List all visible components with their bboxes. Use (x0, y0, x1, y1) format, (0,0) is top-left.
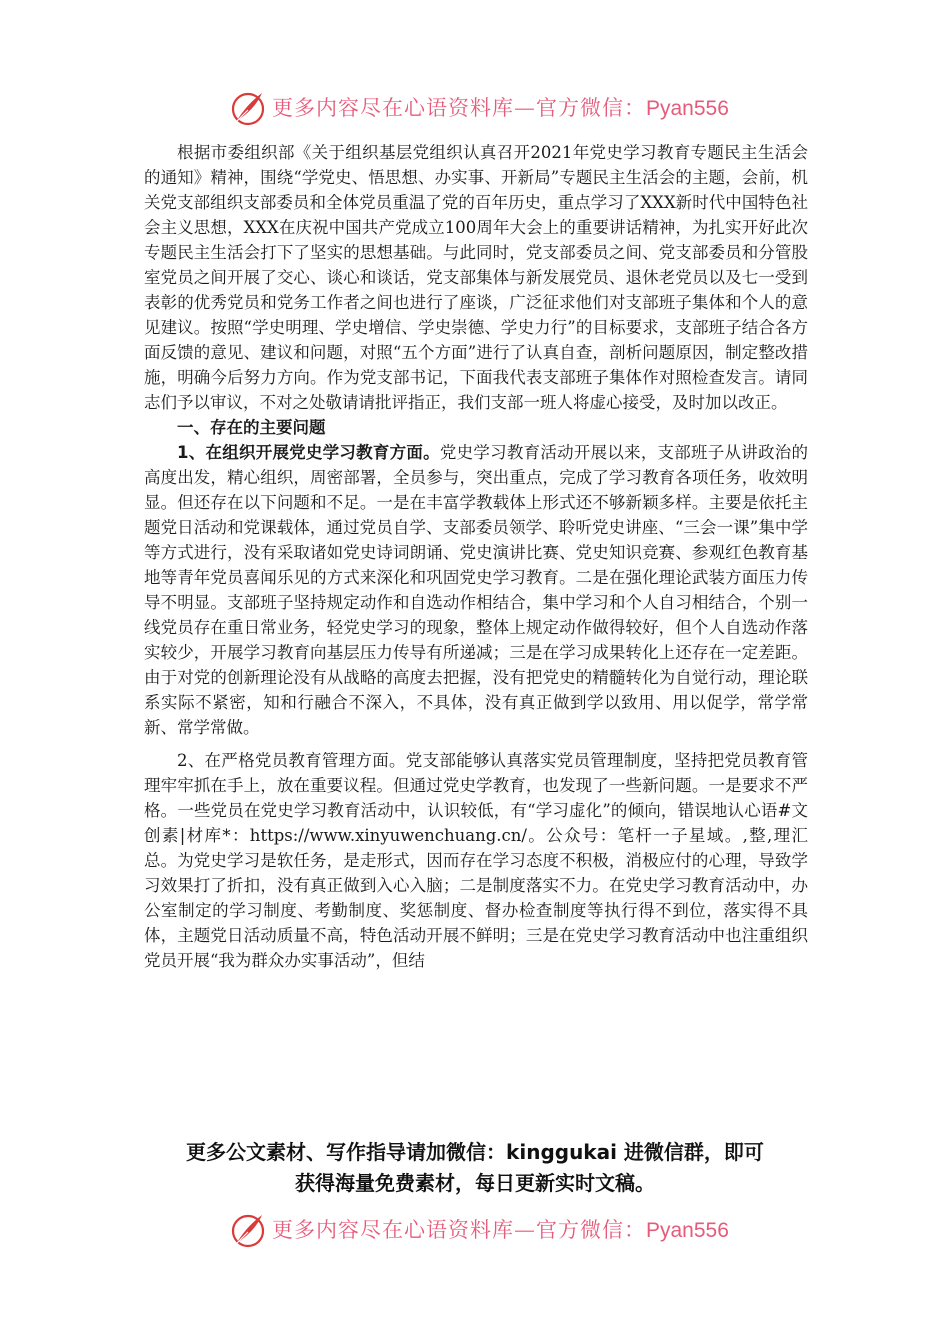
banner-middle: 官方微信： (536, 96, 646, 120)
banner-account: Pyan556 (646, 1219, 729, 1242)
banner-text (272, 1216, 729, 1245)
section-paragraph-2: 2、在严格党员教育管理方面。党支部能够认真落实党员管理制度，坚持把党员教育管理牢牢抓在手上，放在重要议程。但通过党史学教育，也发现了一些新问题。一是要求不严格。一些党员在党史学习教育活动中，认识较低，有“学习虚化”的倾向，错误地认心语#文创素|材库*：https://www.xinyuwenchuang.cn/。公众号：笔杆一子星域。,整,理汇总。为党史学习是软任务，是走形式，因而存在学习态度不积极，消极应付的心理，导致学习效果打了折扣，没有真正做到入心入脑；二是制度落实不力。在党史学习教育活动中，办公室制定的学习制度、考勤制度、奖惩制度、督办检查制度等执行得不到位，落实得不具体，主题党日活动质量不高，特色活动开展不鲜明；三是在党史学习教育活动中也注重组织党员开展“我为群众办实事活动”，但结 (144, 751, 808, 970)
promo-line-2: 获得海量免费素材，每日更新实时文稿。 (295, 1171, 655, 1195)
paragraph-text: 党史学习教育活动开展以来，支部班子从讲政治的高度出发，精心组织，周密部署，全员参与，突出重点，完成了学习教育各项任务，收效明显。但还存在以下问题和不足。一是在丰富学教载体上形式还不够新颖多样。主要是依托主题党日活动和党课载体，通过党员自学、支部委员领学、聆听党史讲座、“三会一课”集中学等方式进行，没有采取诸如党史诗词朗诵、党史演讲比赛、党史知识竞赛、参观红色教育基地等青年党员喜闻乐见的方式来深化和巩固党史学习教育。二是在强化理论武装方面压力传导不明显。支部班子坚持规定动作和自选动作相结合，集中学习和个人自习相结合，个别一线党员存在重日常业务，轻党史学习的现象，整体上规定动作做得较好，但个人自选动作落实较少，开展学习教育向基层压力传导有所递减；三是在学习成果转化上还存在一定差距。由于对党的创新理论没有从战略的高度去把握，没有把党史的精髓转化为自觉行动，理论联系实际不紧密，知和行融合不深入，不具体，没有真正做到学以致用、用以促学，常学常新、常学常做。 (144, 443, 809, 737)
banner-dash: — (514, 1218, 536, 1242)
banner-account: Pyan556 (646, 97, 729, 120)
paragraph-gap (144, 740, 808, 748)
promo-line-1: 更多公文素材、写作指导请加微信：kinggukai 进微信群，即可 (186, 1140, 764, 1164)
intro-paragraph: 根据市委组织部《关于组织基层党组织认真召开2021年党史学习教育专题民主生活会的通知》精神，围绕“学党史、悟思想、办实事、开新局”专题民主生活会的主题，会前，机关党支部组织支部委员和全体党员重温了党的百年历史，重点学习了XXX新时代中国特色社会主义思想，XXX在庆祝中国共产党成立100周年大会上的重要讲话精神，为扎实开好此次专题民主生活会打下了坚实的思想基础。与此同时，党支部委员之间、党支部委员和分管股室党员之间开展了交心、谈心和谈话，党支部集体与新发展党员、退休老党员以及七一受到表彰的优秀党员和党务工作者之间也进行了座谈，广泛征求他们对支部班子集体和个人的意见建议。按照“学史明理、学史增信、学史崇德、学史力行”的目标要求，支部班子结合各方面反馈的意见、建议和问题，对照“五个方面”进行了认真自查，剖析问题原因，制定整改措施，明确今后努力方向。作为党支部书记，下面我代表支部班子集体作对照检查发言。请同志们予以审议，不对之处敬请请批评指正，我们支部一班人将虚心接受，及时加以改正。 (144, 143, 808, 412)
banner-text (272, 94, 729, 123)
banner-middle: 官方微信： (536, 1218, 646, 1242)
footer-banner (0, 1208, 950, 1252)
banner-prefix: 更多内容尽在心语资料库 (272, 96, 514, 120)
quill-logo-icon (228, 88, 268, 128)
paragraph-lead: 1、在组织开展党史学习教育方面。 (177, 443, 440, 462)
header-banner (0, 86, 950, 130)
document-body (144, 140, 808, 973)
quill-logo-icon (228, 1210, 268, 1250)
banner-prefix: 更多内容尽在心语资料库 (272, 1218, 514, 1242)
section-paragraph-1 (144, 440, 808, 740)
banner-dash: — (514, 96, 536, 120)
promo-block (0, 1137, 950, 1199)
section-heading: 一、存在的主要问题 (177, 418, 326, 437)
